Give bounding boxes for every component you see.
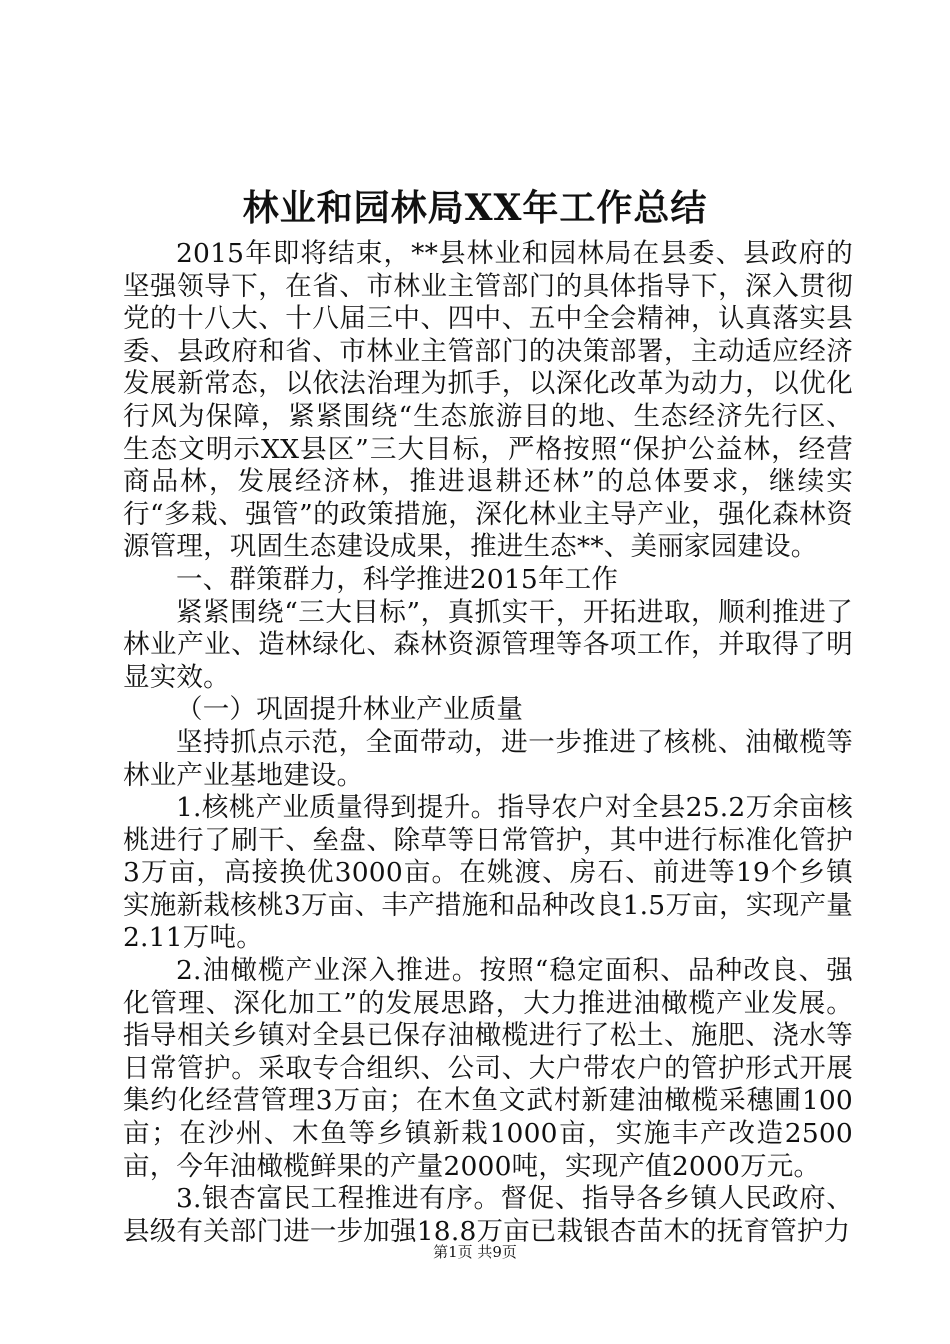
subsection-heading: （一）巩固提升林业产业质量 <box>176 694 524 726</box>
document-title: 林业和园林局XX年工作总结 <box>242 187 708 229</box>
section-intro-paragraph: 紧紧围绕“三大目标”，真抓实干，开拓进取，顺利推进了林业产业、造林绿化、森林资源管理等各项工作，并取得了明显实效。 <box>123 596 853 693</box>
intro-paragraph: 2015年即将结束，**县林业和园林局在县委、县政府的坚强领导下，在省、市林业主管部门的具体指导下，深入贯彻党的十八大、十八届三中、四中、五中全会精神，认真落实县委、县政府和省、市林业主管部门的决策部署，主动适应经济发展新常态，以依法治理为抓手，以深化改革为动力，以优化行风为保障，紧紧围绕“生态旅游目的地、生态经济先行区、生态文明示XX县区”三大目标，严格按照“保护公益林，经营商品林，发展经济林，推进退耕还林”的总体要求，继续实行“多栽、强管”的政策措施，深化林业主导产业，强化森林资源管理，巩固生态建设成果，推进生态**、美丽家园建设。 <box>123 238 853 563</box>
document-body <box>123 238 853 1248</box>
ginkgo-paragraph: 3.银杏富民工程推进有序。督促、指导各乡镇人民政府、县级有关部门进一步加强18.8万亩已栽银杏苗木的抚育管护力 <box>123 1183 853 1247</box>
olive-paragraph: 2.油橄榄产业深入推进。按照“稳定面积、品种改良、强化管理、深化加工”的发展思路，大力推进油橄榄产业发展。指导相关乡镇对全县已保存油橄榄进行了松土、施肥、浇水等日常管护。采取专合组织、公司、大户带农户的管护形式开展集约化经营管理3万亩；在木鱼文武村新建油橄榄采穗圃100亩；在沙州、木鱼等乡镇新栽1000亩，实施丰产改造2500亩，今年油橄榄鲜果的产量2000吨，实现产值2000万元。 <box>123 955 853 1182</box>
subsection-intro-paragraph: 坚持抓点示范，全面带动，进一步推进了核桃、油橄榄等林业产业基地建设。 <box>123 726 853 791</box>
walnut-paragraph: 1.核桃产业质量得到提升。指导农户对全县25.2万余亩核桃进行了刷干、垒盘、除草等日常管护，其中进行标准化管护3万亩，高接换优3000亩。在姚渡、房石、前进等19个乡镇实施新栽核桃3万亩、丰产措施和品种改良1.5万亩，实现产量2.11万吨。 <box>123 792 853 954</box>
page-footer: 第1页 共9页 <box>433 1243 517 1261</box>
section-heading: 一、群策群力，科学推进2015年工作 <box>176 563 619 595</box>
